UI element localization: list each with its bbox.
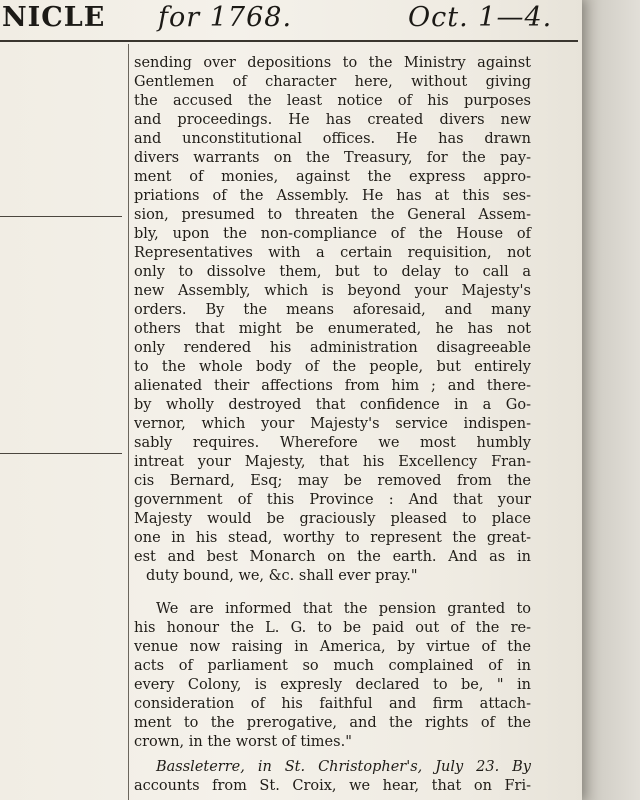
text-line: We are informed that the pension granted to bbox=[156, 601, 531, 617]
dateline: Bassleterre, in St. Christopher's, July 23. By bbox=[156, 759, 531, 775]
text-line: and proceedings. He has created divers new bbox=[134, 112, 531, 128]
text-line: ment to the prerogative, and the rights of the bbox=[134, 715, 531, 731]
text-line: intreat your Majesty, that his Excellency Fran- bbox=[134, 454, 531, 470]
section-divider bbox=[0, 453, 122, 454]
text-line: bly, upon the non-compliance of the House of bbox=[134, 226, 531, 242]
text-line: vernor, which your Majesty's service indispen- bbox=[134, 416, 531, 432]
text-line: government of this Province : And that your bbox=[134, 492, 531, 508]
text-line: Gentlemen of character here, without giving bbox=[134, 74, 531, 90]
text-line: to the whole body of the people, but entirely bbox=[134, 359, 531, 375]
text-line: ment of monies, against the express appro- bbox=[134, 169, 531, 185]
text-line: by wholly destroyed that confidence in a Go- bbox=[134, 397, 531, 413]
text-line: sion, presumed to threaten the General Assem- bbox=[134, 207, 531, 223]
text-line: crown, in the worst of times." bbox=[134, 734, 352, 750]
text-line: priations of the Assembly. He has at this ses- bbox=[134, 188, 531, 204]
text-line: sably requires. Wherefore we most humbly bbox=[134, 435, 531, 451]
header-rule bbox=[0, 40, 578, 42]
text-line: sending over depositions to the Ministry against bbox=[134, 55, 531, 71]
text-line: cis Bernard, Esq; may be removed from the bbox=[134, 473, 531, 489]
text-line: one in his stead, worthy to represent the great- bbox=[134, 530, 531, 546]
text-line: acts of parliament so much complained of in bbox=[134, 658, 531, 674]
text-line: Majesty would be graciously pleased to place bbox=[134, 511, 531, 527]
text-line: only to dissolve them, but to delay to call a bbox=[134, 264, 531, 280]
text-line: orders. By the means aforesaid, and many bbox=[134, 302, 531, 318]
text-line: divers warrants on the Treasury, for the pay- bbox=[134, 150, 531, 166]
masthead-title: NICLE bbox=[2, 2, 106, 33]
text-line: venue now raising in America, by virtue of the bbox=[134, 639, 531, 655]
text-line: accounts from St. Croix, we hear, that on Fri- bbox=[134, 778, 531, 794]
text-line: new Assembly, which is beyond your Majesty's bbox=[134, 283, 531, 299]
text-line: consideration of his faithful and firm attach- bbox=[134, 696, 531, 712]
text-line: and unconstitutional offices. He has drawn bbox=[134, 131, 531, 147]
text-line: alienated their affections from him ; and there- bbox=[134, 378, 531, 394]
text-line: duty bound, we, &c. shall ever pray." bbox=[146, 568, 418, 584]
text-line: only rendered his administration disagreeable bbox=[134, 340, 531, 356]
text-line: Representatives with a certain requisition, not bbox=[134, 245, 531, 261]
masthead-year: for 1768. bbox=[158, 2, 293, 33]
text-line: his honour the L. G. to be paid out of the re- bbox=[134, 620, 531, 636]
text-line: est and best Monarch on the earth. And as in bbox=[134, 549, 531, 565]
section-divider bbox=[0, 216, 122, 217]
text-line: the accused the least notice of his purposes bbox=[134, 93, 531, 109]
column-divider bbox=[128, 44, 129, 800]
page-edge bbox=[582, 0, 640, 800]
text-line: every Colony, is expresly declared to be, " in bbox=[134, 677, 531, 693]
text-line: others that might be enumerated, he has not bbox=[134, 321, 531, 337]
masthead-date: Oct. 1—4. bbox=[408, 2, 553, 33]
